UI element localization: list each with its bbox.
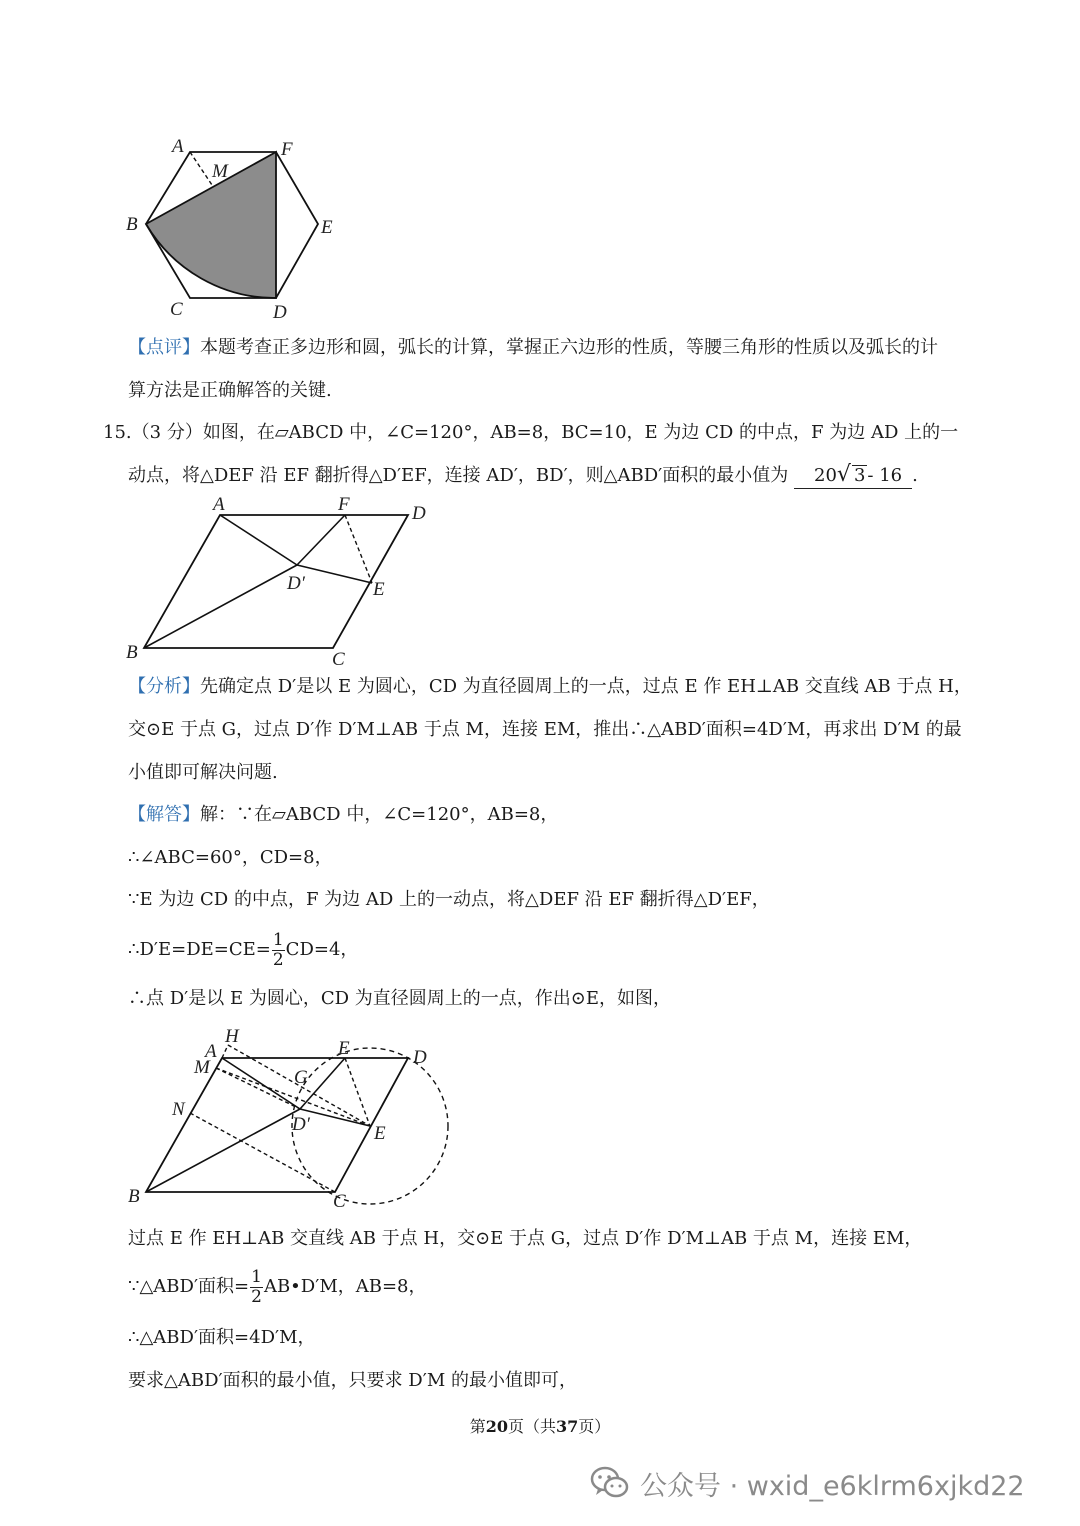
svg-text:A: A (172, 136, 184, 157)
hexagon-figure (120, 130, 340, 325)
svg-text:C: C (170, 299, 183, 320)
watermark (590, 1458, 1025, 1508)
page-number: 20 (485, 1417, 508, 1436)
parallelogram-figure (120, 495, 440, 670)
page-total: 37 (556, 1417, 579, 1436)
solution-tag: 【解答】 (128, 804, 200, 825)
analysis-line-1: 【分析】先确定点 D′是以 E 为圆心，CD 为直径圆周上的一点，过点 E 作 EH⊥AB 交直线 AB 于点 H， (128, 676, 972, 697)
solution-line-8: ∴△ABD′面积=4D′M， (128, 1327, 316, 1348)
svg-text:G: G (294, 1067, 308, 1088)
comment-line-1: 【点评】本题考查正多边形和圆，弧长的计算，掌握正六边形的性质，等腰三角形的性质以及弧长的计 (128, 337, 938, 358)
solution-line-3: ∵E 为边 CD 的中点，F 为边 AD 上的一动点，将△DEF 沿 EF 翻折得△D′EF， (128, 889, 770, 910)
svg-text:D′: D′ (292, 1114, 310, 1135)
svg-text:D: D (273, 302, 287, 323)
solution-line-5: ∴点 D′是以 E 为圆心，CD 为直径圆周上的一点，作出⊙E，如图， (128, 988, 671, 1009)
watermark-text: 公众号 · wxid_e6klrm6xjkd22 (640, 1470, 1025, 1502)
solution-line-2: ∴∠ABC=60°，CD=8， (128, 847, 333, 868)
svg-text:B: B (128, 1186, 140, 1207)
analysis-line-3: 小值即可解决问题. (128, 762, 278, 783)
svg-text:M: M (212, 161, 228, 182)
wechat-icon (590, 1463, 630, 1503)
solution-line-4: ∴D′E=DE=CE= $\frac{1}{2}$ CD=4， (128, 929, 359, 970)
page-footer: 第20页（共37页） (469, 1417, 611, 1436)
svg-text:C: C (332, 649, 345, 670)
svg-text:A: A (213, 494, 225, 515)
fraction: $\frac{1}{2}$ (272, 929, 284, 970)
circle-construction-figure (120, 1022, 460, 1212)
svg-text:B: B (126, 214, 138, 235)
svg-text:E: E (373, 579, 385, 600)
answer-blank: 20√ 3 - 16 (794, 463, 912, 489)
solution-line-7: ∵△ABD′面积= $\frac{1}{2}$ AB•D′M，AB=8， (128, 1266, 427, 1307)
comment-line-2: 算方法是正确解答的关键. (128, 380, 332, 401)
svg-text:B: B (126, 642, 138, 663)
svg-text:H: H (225, 1026, 239, 1047)
question-number: 15. (103, 422, 132, 443)
analysis-tag: 【分析】 (128, 676, 200, 697)
svg-text:C: C (333, 1191, 346, 1212)
svg-text:D: D (413, 1047, 427, 1068)
question-15-line-1: 15.（3 分）如图，在▱ABCD 中，∠C=120°，AB=8，BC=10，E 为边 CD 的中点，F 为边 AD 上的一 (103, 422, 959, 443)
svg-text:E: E (338, 1038, 350, 1059)
fraction: $\frac{1}{2}$ (251, 1266, 262, 1307)
question-15-line-2: 动点，将△DEF 沿 EF 翻折得△D′EF，连接 AD′，BD′，则△ABD′面积的最小值为 20√ 3 - 16 . (128, 462, 918, 487)
solution-line-6: 过点 E 作 EH⊥AB 交直线 AB 于点 H，交⊙E 于点 G，过点 D′作 D′M⊥AB 于点 M，连接 EM， (128, 1228, 923, 1249)
svg-text:A: A (205, 1041, 217, 1062)
svg-text:D′: D′ (287, 573, 305, 594)
svg-text:N: N (172, 1099, 185, 1120)
svg-text:D: D (412, 503, 426, 524)
comment-tag: 【点评】 (128, 337, 200, 358)
svg-text:M: M (194, 1057, 210, 1078)
svg-text:F: F (281, 139, 293, 160)
analysis-line-2: 交⊙E 于点 G，过点 D′作 D′M⊥AB 于点 M，连接 EM，推出∴△ABD′面积=4D′M，再求出 D′M 的最 (128, 719, 962, 740)
solution-line-9: 要求△ABD′面积的最小值，只要求 D′M 的最小值即可， (128, 1370, 577, 1391)
svg-text:E: E (321, 217, 333, 238)
svg-text:F: F (338, 494, 350, 515)
solution-line-1: 【解答】解：∵在▱ABCD 中，∠C=120°，AB=8， (128, 804, 559, 825)
svg-text:E: E (374, 1123, 386, 1144)
shaded-sector (146, 152, 276, 298)
